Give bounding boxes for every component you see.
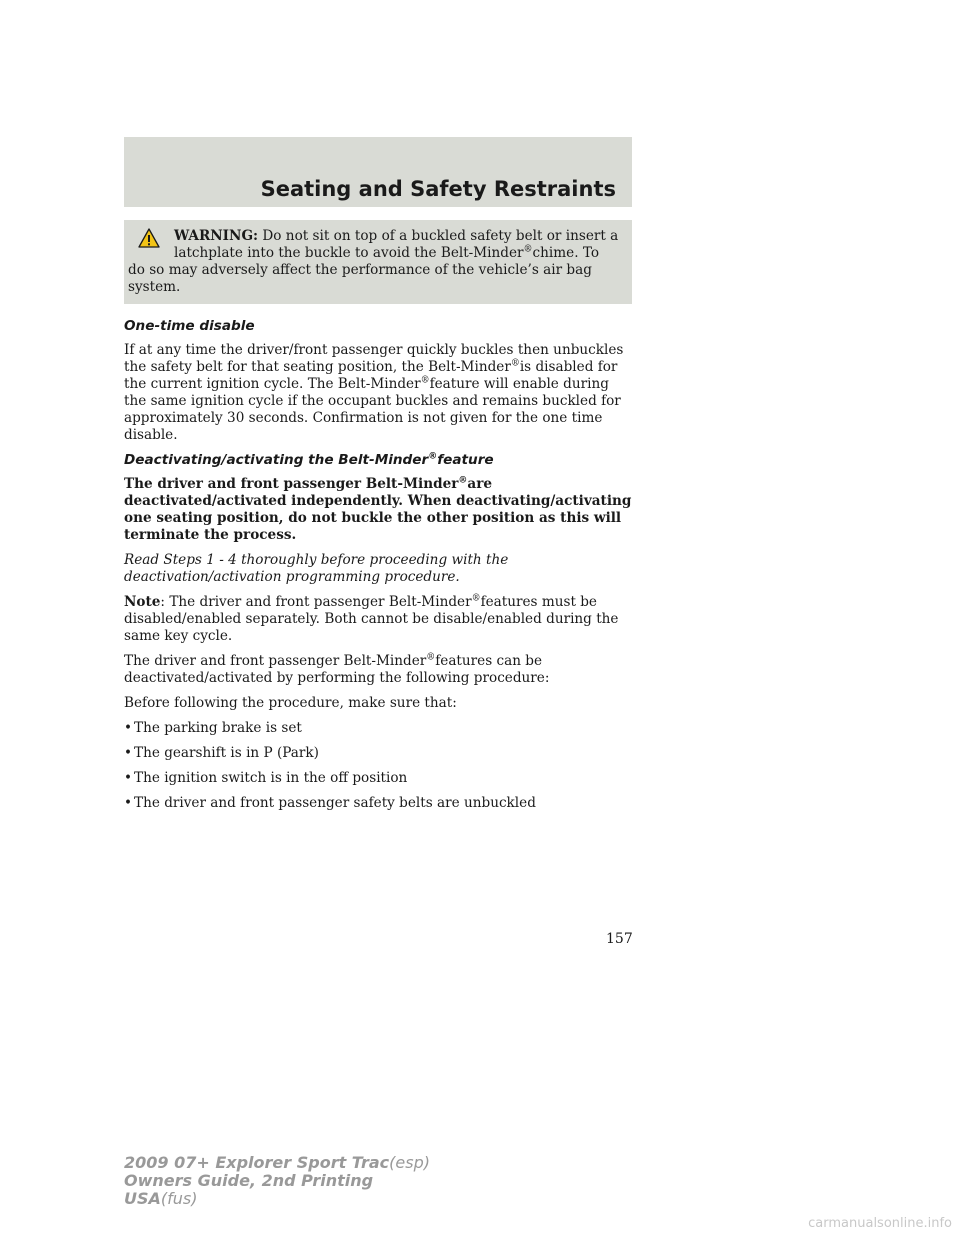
paragraph-read-steps: Read Steps 1 - 4 thoroughly before proceeding with the deactivation/activation programming procedure. [124, 552, 509, 585]
section-heading-one-time-disable: One-time disable [124, 318, 255, 334]
paragraph-one-time-disable: If at any time the driver/front passenger quickly buckles then unbuckles the safety belt for that seating position, the Belt-Minder®is disabled for the current ignition cycle. The Belt-Minder®feature will enable during the same ignition cycle if the occupant buckles and remains buckled for approximately 30 seconds. Confirmation is not given for the one time disable. [124, 342, 624, 443]
watermark: carmanualsonline.info [808, 1216, 952, 1231]
warning-line: chime. To [532, 245, 600, 261]
warning-line: system. [128, 279, 181, 295]
header-band [124, 137, 632, 207]
list-item: • The gearshift is in P (Park) [124, 745, 319, 761]
section-heading-deactivating: Deactivating/activating the Belt-Minder®feature [124, 451, 494, 468]
warning-line: do so may adversely affect the performance of the vehicle’s air bag [128, 262, 592, 278]
footer-document-info: 2009 07+ Explorer Sport Trac(esp) Owners Guide, 2nd Printing USA(fus) [124, 1153, 430, 1208]
registered-mark: ® [523, 244, 533, 255]
list-item: • The parking brake is set [124, 720, 302, 736]
list-item: • The ignition switch is in the off position [124, 770, 408, 786]
paragraph-before-following: Before following the procedure, make sure that: [124, 695, 457, 711]
warning-label: WARNING: [174, 228, 259, 244]
paragraph-procedure-intro: The driver and front passenger Belt-Minder®features can be deactivated/activated by performing the following procedure: [124, 652, 550, 686]
warning-line: latchplate into the buckle to avoid the Belt-Minder [174, 245, 524, 261]
paragraph-note: Note: The driver and front passenger Belt-Minder®features must be disabled/enabled separately. Both cannot be disable/enabled during the same key cycle. [124, 593, 619, 644]
page-number: 157 [606, 931, 633, 947]
warning-box [124, 220, 632, 304]
page-body [124, 318, 634, 820]
warning-text [128, 228, 628, 296]
page-title: Seating and Safety Restraints [260, 177, 616, 201]
list-item: • The driver and front passenger safety belts are unbuckled [124, 795, 536, 811]
paragraph-bold-notice: The driver and front passenger Belt-Minder®are deactivated/activated independently. When deactivating/activating one seating position, do not buckle the other position as this will terminate the process. [124, 475, 632, 543]
warning-line: Do not sit on top of a buckled safety belt or insert a [262, 228, 619, 244]
